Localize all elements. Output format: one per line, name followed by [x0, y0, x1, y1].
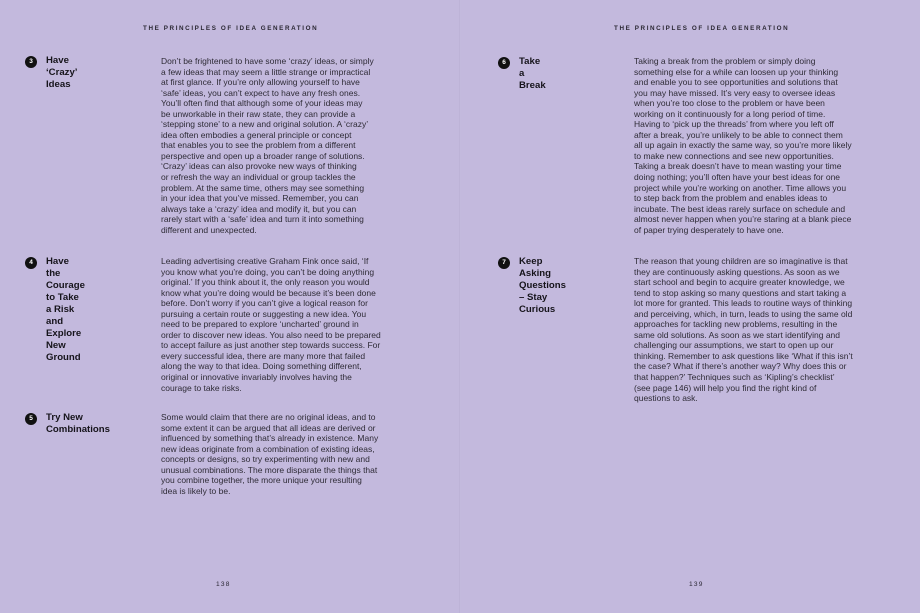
section-7-body: The reason that young children are so imaginative is that they are continuously asking questions. As soon as we start school and begin to acquire greater knowledge, we tend to stop asking so many questions and start taking a lot more for granted. This leads to routine ways of thinking and perceiving, which, in turn, leads to using the same old approaches for tackling new problems, resulting in the same old solutions. As soon as we start identifying and challenging our assumptions, we start to open up our thinking. Remember to ask questions like ‘What if this isn’t the case? What if there’s another way? Why does this or that happen?’ Techniques such as ‘Kipling’s checklist’ (see page 146) will help you find the right kind of questions to ask. — [634, 256, 853, 404]
section-heading: Have the Courage to Take a Risk and Explore New Ground — [46, 256, 85, 363]
section-number-badge: 4 — [25, 257, 37, 269]
section-5-body: Some would claim that there are no original ideas, and to some extent it can be argued that all ideas are derived or influenced by something that’s already in existence. Many new ideas originate from a combination of existing ideas, concepts or designs, so try experimenting with new and unusual combinations. The more disparate the things that you combine together, the more unique your resulting idea is likely to be. — [161, 412, 379, 496]
section-heading: Try New Combinations — [46, 412, 110, 435]
section-number-badge: 5 — [25, 413, 37, 425]
page-number-right: 139 — [689, 581, 704, 588]
section-heading: Have ‘Crazy’ Ideas — [46, 55, 77, 90]
section-number-badge: 7 — [498, 257, 510, 269]
section-heading: Keep Asking Questions – Stay Curious — [519, 256, 566, 315]
section-heading: Take a Break — [519, 56, 546, 91]
section-3-body: Don’t be frightened to have some ‘crazy’ ideas, or simply a few ideas that may seem a little strange or impractical at first glance. If you’re only allowing yourself to have ‘safe’ ideas, you can’t expect to have any fresh ones. You’ll often find that although some of your ideas may be unworkable in their raw state, they can provide a ‘stepping stone’ to a new and original solution. A ‘crazy’ idea often embodies a general principle or concept that enables you to see the problem from a different perspective and open up a broader range of solutions. ‘Crazy’ ideas can also provoke new ways of thinking or refresh the way an individual or group tackles the problem. At the same time, others may see something in your idea that you’ve missed. Remember, you can always take a ‘crazy’ idea and modify it, but you can rarely start with a ‘safe’ idea and turn it into something different and unexpected. — [161, 56, 374, 235]
section-number-badge: 3 — [25, 56, 37, 68]
running-head-left: THE PRINCIPLES OF IDEA GENERATION — [143, 25, 319, 32]
section-number-badge: 6 — [498, 57, 510, 69]
page-number-left: 138 — [216, 581, 231, 588]
running-head-right: THE PRINCIPLES OF IDEA GENERATION — [614, 25, 790, 32]
section-6-body: Taking a break from the problem or simply doing something else for a while can loosen up your thinking and enable you to see opportunities and solutions that you may have missed. It’s very easy to oversee ideas when you’re too close to the problem or have been working on it continuously for a long period of time. Having to ‘pick up the threads’ from where you left off after a break, you’re unlikely to be able to connect them all up again in exactly the same way, so you’re more likely to make new connections and see new opportunities. Taking a break doesn’t have to mean wasting your time doing nothing; you’ll often have your best ideas for one project while you’re working on another. Time allows you to step back from the problem and enables ideas to incubate. The best ideas rarely surface on schedule and almost never happen when you’re staring at a blank piece of paper trying desperately to have one. — [634, 56, 852, 235]
section-4-body: Leading advertising creative Graham Fink once said, ‘If you know what you’re doing, you can’t be doing anything original.’ If you think about it, the only reason you would know what you’re doing would be because it’s been done before. Don’t worry if you can’t give a logical reason for pursuing a certain route or suggesting a new idea. You need to be prepared to explore ‘uncharted’ ground in order to discover new ideas. You also need to be prepared to accept failure as just another step towards success. For every successful idea, there are many more that failed along the way to that idea. Doing something different, original or innovative invariably involves having the courage to take risks. — [161, 256, 381, 393]
right-page — [460, 0, 920, 613]
